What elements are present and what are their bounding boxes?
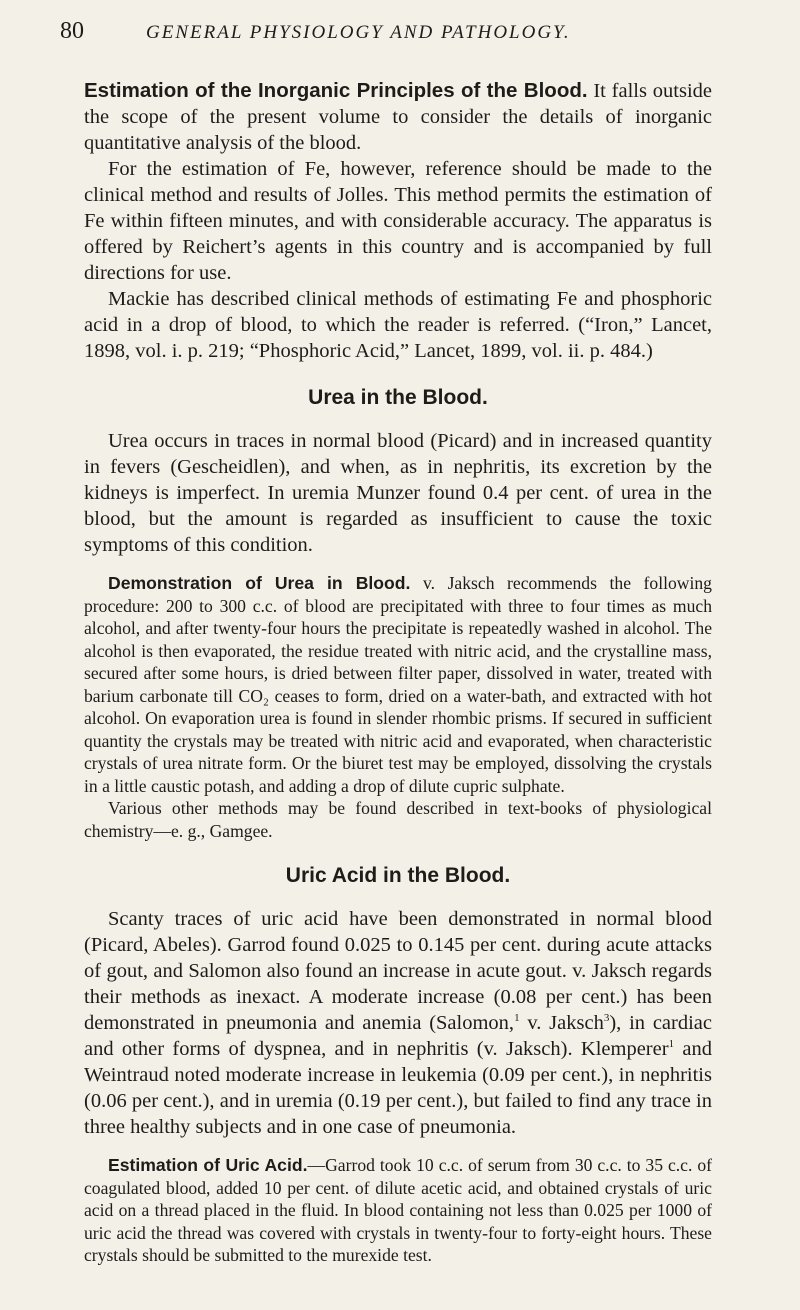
urea-paragraph: Urea occurs in traces in normal blood (Picard) and in increased quantity in fevers (Gescheidlen), and when, as in nephritis, its excretion by the kidneys is imperfect. In uremia Munzer found 0.4 per cent. of urea in the blood, but the amount is regarded as insufficient to cause the toxic symptoms of this condition. bbox=[84, 430, 712, 556]
page-header bbox=[60, 10, 712, 44]
running-title: GENERAL PHYSIOLOGY AND PATHOLOGY. bbox=[146, 22, 571, 43]
mackie-paragraph: Mackie has described clinical methods of estimating Fe and phosphoric acid in a drop of blood, to which the reader is referred. (“Iron,” Lancet, 1898, vol. i. p. 219; “Phosphoric Acid,” Lancet, 1899, vol. ii. p. 484.) bbox=[84, 288, 712, 362]
page-number: 80 bbox=[60, 18, 84, 44]
uric-acid-estimation-text: —Garrod took 10 c.c. of serum from 30 c.c. to 35 c.c. of coagulated blood, added 10 per cent. of dilute acetic acid, and obtained crystals of uric acid on a thread placed in the fluid. In blood containing not less than 0.025 per 1000 of uric acid the thread was covered with crystals in twenty-four to forty-eight hours. These crystals should be submitted to the murexide test. bbox=[84, 1155, 712, 1265]
urea-demonstration-lead: Demonstration of Urea in Blood. bbox=[108, 573, 411, 593]
various-methods-paragraph: Various other methods may be found described in text-books of physiological chemistry—e. g., Gamgee. bbox=[84, 798, 712, 841]
uric-acid-heading: Uric Acid in the Blood. bbox=[285, 864, 511, 887]
uric-acid-text-d: and Weintraud noted moderate increase in leukemia (0.09 per cent.), in nephritis (0.06 per cent.), and in uremia (0.19 per cent.), but failed to find any trace in three healthy subjects and in one case of pneumonia. bbox=[84, 1038, 712, 1138]
uric-acid-estimation-paragraph bbox=[84, 1154, 712, 1267]
uric-acid-text-a: Scanty traces of uric acid have been demonstrated in normal blood (Picard, Abeles). Garrod found 0.025 to 0.145 per cent. during acute attacks of gout, and Salomon also found an increase in acute gout. v. Jaksch regards their methods as inexact. A moderate increase (0.08 per cent.) has been demonstrated in pneumonia and anemia (Salomon, bbox=[84, 908, 712, 1034]
urea-demonstration-paragraph bbox=[84, 572, 712, 797]
inorganic-intro-paragraph bbox=[84, 78, 712, 156]
inorganic-heading: Estimation of the Inorganic Principles of the Blood. bbox=[84, 79, 588, 102]
uric-acid-paragraph bbox=[84, 906, 712, 1140]
page-content bbox=[84, 78, 712, 1267]
footnote-ref-klemperer: 1 bbox=[668, 1038, 675, 1051]
iron-estimation-paragraph: For the estimation of Fe, however, reference should be made to the clinical method and results of Jolles. This method permits the estimation of Fe within fifteen minutes, and with considerable accuracy. The apparatus is offered by Reichert’s agents in this country and is accompanied by full directions for use. bbox=[84, 158, 712, 284]
uric-acid-estimation-lead: Estimation of Uric Acid. bbox=[108, 1155, 308, 1175]
footnote-ref-1: 1 bbox=[514, 1012, 520, 1025]
uric-acid-text-c: ), in cardiac and other forms of dyspnea, and in nephritis (v. Jaksch). Klemperer bbox=[84, 1012, 712, 1060]
uric-acid-text-b: v. Jaksch bbox=[519, 1012, 604, 1034]
inorganic-intro-text: It falls outside the scope of the present volume to consider the details of inorganic quantitative analysis of the blood. bbox=[84, 80, 712, 154]
footnote-ref-3: 3 bbox=[603, 1012, 610, 1025]
urea-demonstration-text: v. Jaksch recommends the following procedure: 200 to 300 c.c. of blood are precipitated with three to four times as much alcohol, and after twenty-four hours the precipitate is repeatedly washed in alcohol. The alcohol is then evaporated, the residue treated with nitric acid, and the crystalline mass, secured after some hours, is dried between filter paper, dissolved in water, treated with barium carbonate till CO₂ ceases to form, dried on a water-bath, and extracted with hot alcohol. On evaporation urea is found in slender rhombic prisms. If secured in sufficient quantity the crystals may be treated with nitric acid and evaporated, when characteristic crystals of urea nitrate form. Or the biuret test may be employed, dissolving the crystals in a little caustic potash, and adding a drop of dilute cupric sulphate. bbox=[84, 573, 712, 796]
urea-heading: Urea in the Blood. bbox=[308, 386, 488, 409]
